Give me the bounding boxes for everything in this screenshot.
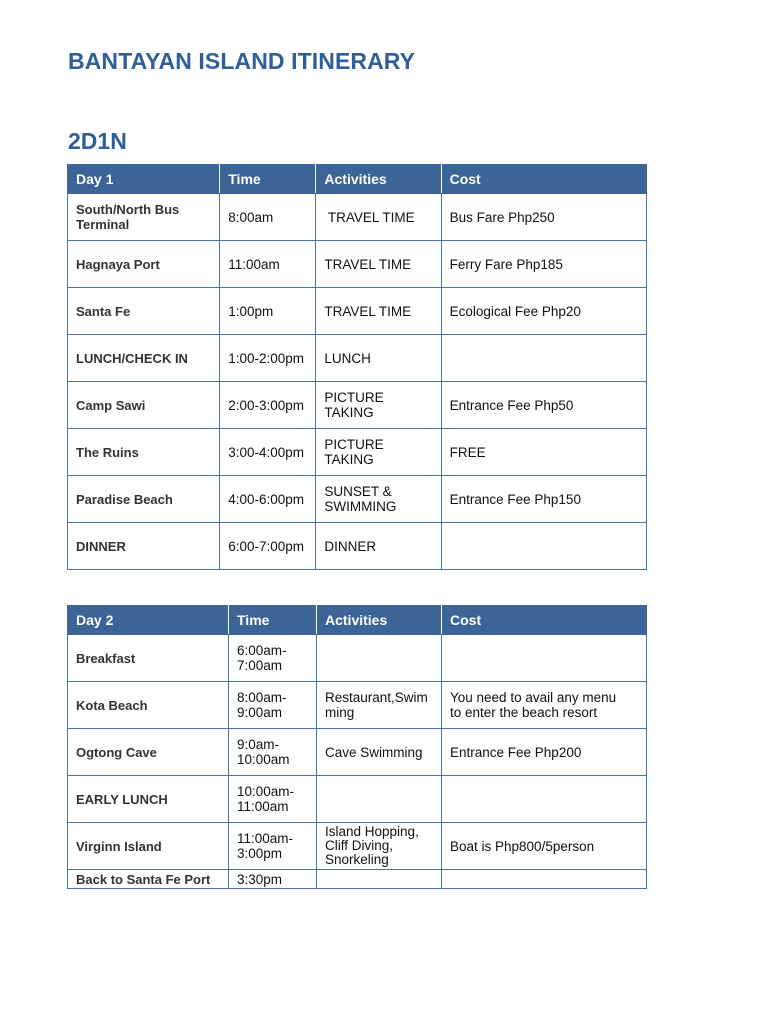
- activity-cell: Cave Swimming: [317, 729, 442, 776]
- place-cell: Virginn Island: [68, 823, 229, 870]
- activity-cell: DINNER: [316, 523, 441, 570]
- time-cell: 4:00-6:00pm: [220, 476, 316, 523]
- document-subtitle: 2D1N: [68, 128, 127, 154]
- table-row: [68, 682, 647, 729]
- table-row: [68, 776, 647, 823]
- day1-header-cost: Cost: [441, 165, 646, 194]
- day1-header-day: Day 1: [68, 165, 220, 194]
- cost-cell: Entrance Fee Php200: [442, 729, 647, 776]
- time-cell: 2:00-3:00pm: [220, 382, 316, 429]
- document-title: BANTAYAN ISLAND ITINERARY: [68, 48, 416, 74]
- time-cell: 11:00am: [220, 241, 316, 288]
- day1-header-activities: Activities: [316, 165, 441, 194]
- cost-cell: You need to avail any menu to enter the beach resort: [442, 682, 647, 729]
- day2-header-day: Day 2: [68, 606, 229, 635]
- cost-cell: Bus Fare Php250: [441, 194, 646, 241]
- cost-cell: Boat is Php800/5person: [442, 823, 647, 870]
- time-cell: 9:0am-10:00am: [229, 729, 317, 776]
- table-row: [68, 194, 647, 241]
- table-row: [68, 288, 647, 335]
- time-cell: 6:00am-7:00am: [229, 635, 317, 682]
- time-cell: 6:00-7:00pm: [220, 523, 316, 570]
- day1-header-time: Time: [220, 165, 316, 194]
- place-cell: LUNCH/CHECK IN: [68, 335, 220, 382]
- place-cell: EARLY LUNCH: [68, 776, 229, 823]
- day1-table: [67, 164, 647, 570]
- place-cell: The Ruins: [68, 429, 220, 476]
- cost-cell: [441, 523, 646, 570]
- table-row: [68, 823, 647, 870]
- activity-cell: Restaurant,Swimming: [317, 682, 442, 729]
- place-cell: Breakfast: [68, 635, 229, 682]
- cost-cell: Ferry Fare Php185: [441, 241, 646, 288]
- place-cell: South/North Bus Terminal: [68, 194, 220, 241]
- time-cell: 8:00am: [220, 194, 316, 241]
- activity-cell: TRAVEL TIME: [316, 194, 441, 241]
- table-row: [68, 382, 647, 429]
- time-cell: 3:00-4:00pm: [220, 429, 316, 476]
- place-cell: Hagnaya Port: [68, 241, 220, 288]
- place-cell: Santa Fe: [68, 288, 220, 335]
- cost-cell: [442, 776, 647, 823]
- time-cell: 11:00am-3:00pm: [229, 823, 317, 870]
- day1-header-row: [68, 165, 647, 194]
- day2-table: [67, 605, 647, 889]
- activity-cell: [317, 635, 442, 682]
- activity-cell: SUNSET & SWIMMING: [316, 476, 441, 523]
- place-cell: DINNER: [68, 523, 220, 570]
- place-cell: Camp Sawi: [68, 382, 220, 429]
- activity-cell: [317, 776, 442, 823]
- table-row: [68, 429, 647, 476]
- cost-cell: [442, 635, 647, 682]
- cost-cell: [441, 335, 646, 382]
- place-cell: Paradise Beach: [68, 476, 220, 523]
- activity-cell: PICTURE TAKING: [316, 429, 441, 476]
- time-cell: 1:00-2:00pm: [220, 335, 316, 382]
- activity-cell: LUNCH: [316, 335, 441, 382]
- cost-cell: FREE: [441, 429, 646, 476]
- place-cell: Ogtong Cave: [68, 729, 229, 776]
- place-cell: Kota Beach: [68, 682, 229, 729]
- cost-cell: Entrance Fee Php150: [441, 476, 646, 523]
- day2-header-activities: Activities: [317, 606, 442, 635]
- day2-header-time: Time: [229, 606, 317, 635]
- table-row: [68, 870, 647, 889]
- cost-cell: Entrance Fee Php50: [441, 382, 646, 429]
- activity-cell: [317, 870, 442, 889]
- table-row: [68, 635, 647, 682]
- time-cell: 8:00am-9:00am: [229, 682, 317, 729]
- time-cell: 3:30pm: [229, 870, 317, 889]
- table-row: [68, 241, 647, 288]
- time-cell: 1:00pm: [220, 288, 316, 335]
- cost-cell: [442, 870, 647, 889]
- activity-cell: PICTURE TAKING: [316, 382, 441, 429]
- day2-header-cost: Cost: [442, 606, 647, 635]
- time-cell: 10:00am-11:00am: [229, 776, 317, 823]
- activity-cell: TRAVEL TIME: [316, 241, 441, 288]
- table-row: [68, 335, 647, 382]
- activity-cell: TRAVEL TIME: [316, 288, 441, 335]
- table-row: [68, 476, 647, 523]
- table-row: [68, 729, 647, 776]
- place-cell: Back to Santa Fe Port: [68, 870, 229, 889]
- table-row: [68, 523, 647, 570]
- activity-cell: Island Hopping, Cliff Diving, Snorkeling: [317, 823, 442, 870]
- day2-header-row: [68, 606, 647, 635]
- cost-cell: Ecological Fee Php20: [441, 288, 646, 335]
